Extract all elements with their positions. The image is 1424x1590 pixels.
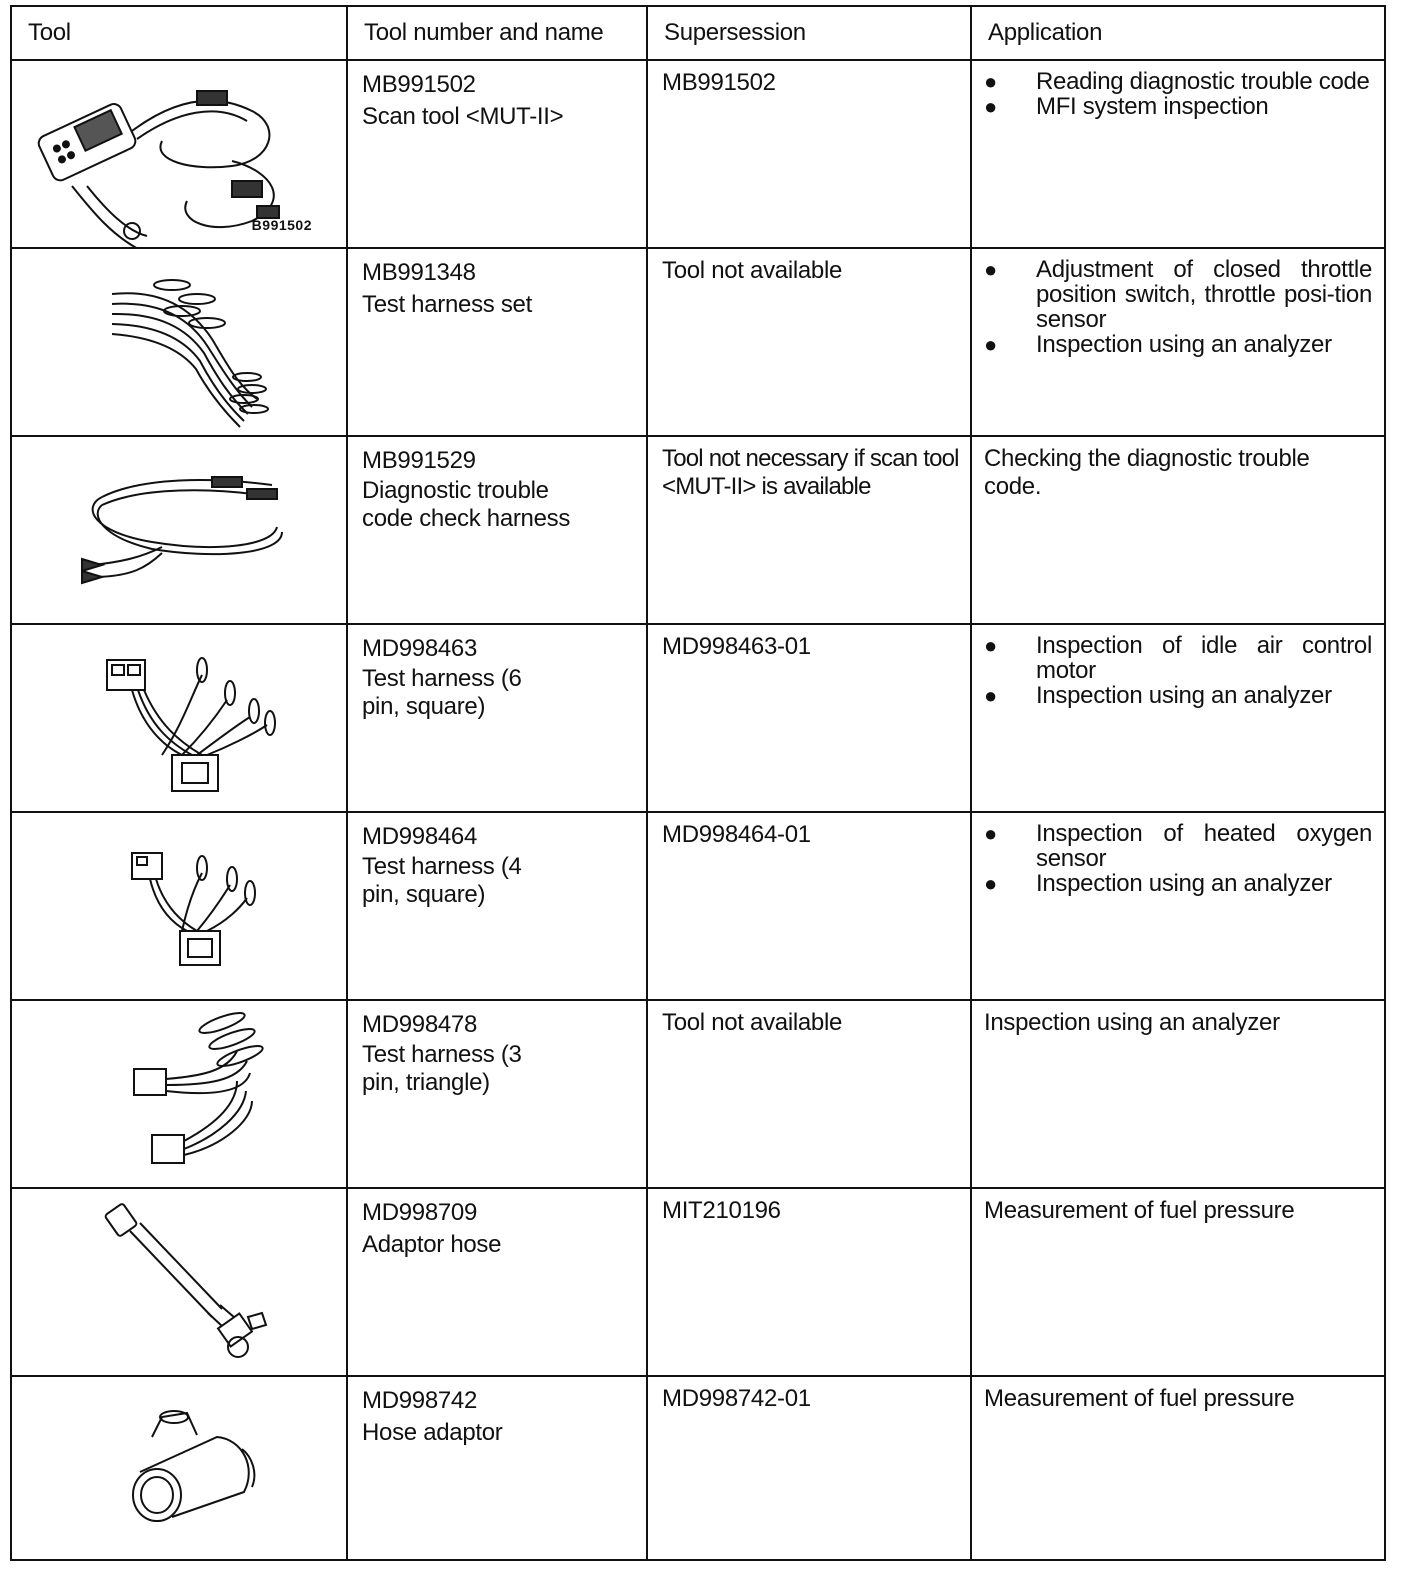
application-cell — [971, 812, 1385, 1000]
tool-number-name-cell — [347, 1188, 647, 1376]
tool-number-name-cell — [347, 248, 647, 436]
tool-number: MD998464 — [362, 823, 478, 850]
supersession-cell — [647, 1188, 971, 1376]
application-text: Measurement of fuel pressure — [984, 1197, 1295, 1224]
list-item: ● Reading diagnostic trouble code — [984, 68, 1370, 95]
bullet-icon: ● — [984, 332, 997, 357]
bullet-icon: ● — [984, 683, 997, 708]
hose-adaptor-icon — [12, 1377, 348, 1563]
supersession-cell — [647, 436, 971, 624]
tool-number: MD998463 — [362, 635, 478, 662]
tool-image-cell — [11, 60, 347, 248]
bullet-icon: ● — [984, 257, 997, 282]
tool-name: Scan tool <MUT-II> — [362, 103, 564, 130]
tool-number-name-cell — [347, 436, 647, 624]
tool-number: MD998709 — [362, 1199, 478, 1226]
supersession-cell — [647, 624, 971, 812]
list-item: ● Inspection using an analyzer — [984, 870, 1332, 897]
bullet-icon: ● — [984, 633, 997, 658]
four-pin-harness-icon — [12, 813, 348, 999]
bullet-icon: ● — [984, 69, 997, 94]
list-item: ● Inspection of idle air control motor — [984, 632, 1372, 684]
tool-number-name-cell — [347, 1376, 647, 1560]
header-number-name: Tool number and name — [347, 6, 647, 60]
application-text: Inspection using an analyzer — [984, 1009, 1280, 1036]
illustration-code: B991502 — [251, 217, 312, 233]
bullet-icon: ● — [984, 94, 997, 119]
supersession-cell — [647, 1000, 971, 1188]
test-harness-set-icon — [12, 249, 348, 435]
application-cell — [971, 1188, 1385, 1376]
list-item: ● Inspection using an analyzer — [984, 682, 1332, 709]
application-cell — [971, 436, 1385, 624]
tool-name: Test harness set — [362, 291, 532, 318]
supersession-text: Tool not available — [662, 1009, 843, 1036]
table-row — [11, 60, 1385, 248]
table-row — [11, 436, 1385, 624]
supersession-cell — [647, 812, 971, 1000]
application-cell — [971, 60, 1385, 248]
table-row — [11, 812, 1385, 1000]
tool-name: Test harness (4 pin, square) — [362, 853, 522, 908]
tool-name: Hose adaptor — [362, 1419, 503, 1446]
supersession-text: MB991502 — [662, 69, 776, 96]
supersession-cell — [647, 248, 971, 436]
application-text: Checking the diagnostic trouble code. — [984, 445, 1310, 500]
application-cell — [971, 1376, 1385, 1560]
tool-name: Test harness (3 pin, triangle) — [362, 1041, 522, 1096]
bullet-icon: ● — [984, 821, 997, 846]
tool-number: MD998742 — [362, 1387, 478, 1414]
tool-number-name-cell — [347, 624, 647, 812]
header-row — [11, 6, 1385, 60]
header-tool: Tool — [11, 6, 347, 60]
list-item: ● MFI system inspection — [984, 93, 1269, 120]
tool-image-cell — [11, 1188, 347, 1376]
supersession-text: Tool not available — [662, 257, 843, 284]
tool-image-cell — [11, 1000, 347, 1188]
tool-number-name-cell — [347, 60, 647, 248]
table-row — [11, 1000, 1385, 1188]
header-application: Application — [971, 6, 1385, 60]
tool-number: MB991529 — [362, 447, 476, 474]
tool-image-cell — [11, 248, 347, 436]
tool-number-name-cell — [347, 1000, 647, 1188]
tool-image-cell — [11, 436, 347, 624]
tool-number: MB991348 — [362, 259, 476, 286]
supersession-cell — [647, 60, 971, 248]
table-row — [11, 248, 1385, 436]
tool-image-cell — [11, 1376, 347, 1560]
application-cell — [971, 248, 1385, 436]
table-row — [11, 624, 1385, 812]
bullet-icon: ● — [984, 871, 997, 896]
tool-number-name-cell — [347, 812, 647, 1000]
tool-name: Test harness (6 pin, square) — [362, 665, 522, 720]
list-item: ● Adjustment of closed throttle position switch, throttle posi-tion sensor — [984, 256, 1372, 333]
list-item: ● Inspection of heated oxygen sensor — [984, 820, 1372, 872]
supersession-text: MD998463-01 — [662, 633, 811, 660]
supersession-text: MD998464-01 — [662, 821, 811, 848]
supersession-cell — [647, 1376, 971, 1560]
supersession-text: MD998742-01 — [662, 1385, 811, 1412]
special-tools-table — [10, 5, 1386, 1561]
supersession-text: MIT210196 — [662, 1197, 781, 1224]
application-cell — [971, 1000, 1385, 1188]
tool-name: Adaptor hose — [362, 1231, 502, 1258]
application-cell — [971, 624, 1385, 812]
table-row — [11, 1188, 1385, 1376]
tool-image-cell — [11, 624, 347, 812]
table-row — [11, 1376, 1385, 1560]
tool-name: Diagnostic trouble code check harness — [362, 477, 571, 532]
list-item: ● Inspection using an analyzer — [984, 331, 1332, 358]
supersession-text: Tool not necessary if scan tool <MUT-II> is available — [662, 445, 959, 500]
tool-number: MB991502 — [362, 71, 476, 98]
application-text: Measurement of fuel pressure — [984, 1385, 1295, 1412]
six-pin-harness-icon — [12, 625, 348, 811]
tool-number: MD998478 — [362, 1011, 478, 1038]
three-pin-harness-icon — [12, 1001, 348, 1187]
check-harness-icon — [12, 437, 348, 623]
header-supersession: Supersession — [647, 6, 971, 60]
tool-image-cell — [11, 812, 347, 1000]
adaptor-hose-icon — [12, 1189, 348, 1375]
